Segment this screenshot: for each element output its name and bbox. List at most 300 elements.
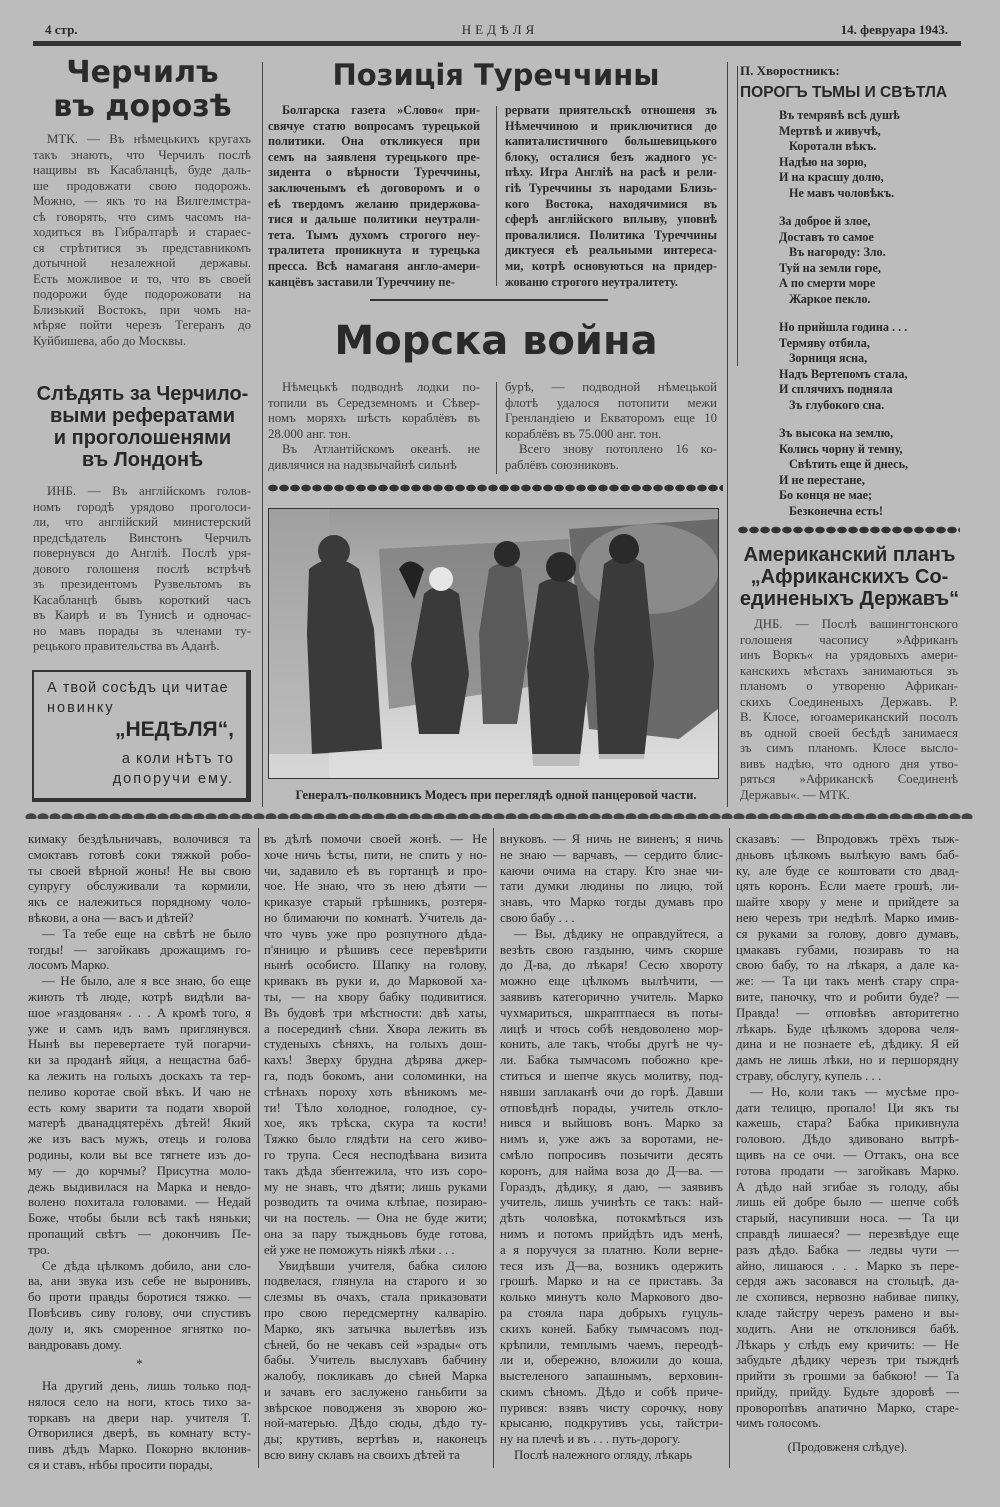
text-line: дотычной незалежной державы. [33,256,251,270]
text-line: такъ дѣда збентежила, что изъ соро- [264,1163,487,1178]
text-line: ходиться въ Гибралтарѣ и стараес- [33,225,251,239]
text-line: Термяву отбила, [779,335,870,350]
text-line: Короталн вѣкъ. [789,139,877,153]
article-african-states [740,617,958,803]
poem-stanza [779,426,964,519]
text-line: нынѣ особисто. Шапку на голову, [264,958,487,973]
text-line: Всего знову потоплено 16 ко- [519,442,717,456]
text-line: Отворилися дверѣ, въ комнату всту- [28,1426,251,1441]
column-divider [258,828,259,1468]
text-line: зъ симъ планомъ. Клосе выслo- [740,741,958,755]
text-line: лѣкарь. Буде цѣлкомъ здорова челя- [736,1021,959,1036]
text-line: Свѣтить еще й днесь, [789,457,909,471]
text-line: ся и ставъ, нѣбы просити порады, [28,1458,213,1473]
text-line: Повѣсивъ сиву голову, очи спустивъ [28,1305,251,1320]
text-line: — Та тебе еще на свѣтѣ не было [42,926,251,941]
text-line: сказавъ: — Впродовжъ трёхъ тыж- [736,832,959,846]
article-turkey-left [268,103,480,290]
article-naval-left [268,380,480,473]
text-line: семъ на заявленя турецького пре- [268,149,480,164]
text-line: нимъ и потомъ прийдѣть идъ менѣ, [500,1226,723,1241]
text-line: нявши заплаканѣ очи до горѣ. Давши [500,1084,723,1099]
text-line: ей уже не поможуть нiякѣ лѣки . . . [264,1242,455,1257]
text-line: звѣрское поводженя зъ хворою жо- [264,1400,487,1415]
text-line: хое, якъ трѣска, скура та кости! [264,1116,487,1131]
text-line: дового голошеня послѣ встрѣчѣ [33,561,251,576]
text-line: кимаку бездѣльничавъ, волочився та [28,832,251,846]
headline-churchill-travel: Черчилъ въ дорозѣ [53,55,232,124]
text-line: диктуеся еѣ реальными интереса- [505,243,717,258]
article-naval-right [505,380,717,473]
text-line: дамъ не лишь лѣки, но и першорядну [736,1053,959,1068]
text-line: Нѣмеччиною и приключитися до [505,118,717,133]
text-line: въ Каирѣ и въ Тунисѣ и одночас- [33,608,251,622]
text-line: цмакавъ губами, позиравъ то на [736,942,959,957]
text-line: Не мавъ чоловѣкъ. [789,185,895,200]
story-column-2 [264,832,487,1464]
text-line: коронъ, для найма воза до Д—ва. — [500,1163,723,1178]
text-line: му не знавъ, что дѣяти; лишь руками [264,1179,487,1194]
text-line: лицѣ и чтось собѣ невдоволено мор- [500,1021,723,1036]
text-line: сѣ говорять, что симъ часомъ на- [33,209,251,224]
text-line: На другий день, лишь только под- [42,1379,251,1394]
header-rule [33,41,961,46]
text-line: подвелася, глянула на старого и зо [264,1274,487,1289]
paragraph [500,927,723,1448]
text-line: ли, что англійский министерский [33,515,251,529]
text-line: номъ моряхъ шѣсть кораблёвъ въ [268,411,480,425]
text-line: ти! Тѣло холодное, голодное, су- [264,1100,487,1115]
paragraph [33,132,251,349]
text-line: смоктавъ готовѣ соки тяжкой робо- [28,847,251,862]
text-line: Се дѣда цѣлкомъ добило, ани сло- [42,1258,251,1273]
text-line: бабы. Учитель выслухавъ бабчину [264,1353,487,1368]
text-line: конить, але такъ, чтобы другѣ не чу- [500,1037,723,1052]
poem-author: П. Хворостникъ: [740,63,840,78]
promo-line: а коли нѣтъ то [121,751,234,767]
text-line: чухмариться, шкраптпаеся въ поты- [500,1005,723,1020]
text-line: справдѣ лишаеся? — перезвѣдуе еще [736,1226,959,1241]
text-line: Увидѣвши учителя, бабка силою [278,1258,487,1273]
story-column-3 [500,832,723,1464]
text-line: лосомъ Марко. [28,958,110,973]
text-line: отповѣднѣ порады, учитель откло- [500,1100,723,1115]
text-line: матерѣ дванадцятерёхъ дѣтей! Який [28,1116,251,1131]
paragraph [28,974,251,1258]
text-line: скимъ сѣномъ. Дѣдо и собѣ приче- [500,1384,723,1399]
text-line: нащивы въ Касабланцѣ, буде даль- [33,163,251,177]
text-line: розводить та очима клѣпае, позираю- [264,1195,487,1210]
text-line: айно, лишаюся . . . Марко зъ пере- [736,1258,959,1273]
text-line: нився и выйшовъ вонъ. Марко за [500,1116,723,1131]
text-line: ститься и шепче якусь молитву, под- [500,1068,723,1083]
text-line: заявивъ категорично учитель. Марко [500,989,723,1004]
article-churchill-travel [33,132,251,349]
poem-title: ПОРОГЪ ТЬМЫ И СВѢТЛА [740,84,948,101]
text-line: свою бабу, то на лѣкаря, а дале ка- [736,958,959,973]
text-line: ва, ани звука изъ себе не выронивъ, [28,1274,251,1289]
text-line: до Д-ва, до лѣкаря! Сесю хвороту [500,958,723,973]
text-line: заключенымъ еѣ договоромъ и о [268,180,480,195]
text-line: му — до корчмы? Присутна моло- [28,1163,251,1178]
headline-naval-war: Морска война [334,318,658,364]
text-line: ли и, обережно, вложили до коша, [500,1353,723,1368]
paragraph [264,1259,487,1464]
paragraph [28,927,251,974]
paragraph [28,1259,251,1354]
text-line: раблёвъ союзниковъ. [505,457,619,472]
text-line: пропащий свѣтъ — докончивъ Пе- [28,1226,251,1241]
text-line: В. Клосе, югоамериканский посолъ [740,710,958,724]
text-line: старый, насупивши носа. — Та ци [736,1211,959,1226]
text-line: Касабланцѣ бывъ короткий часъ [33,592,251,607]
text-line: Зъ высока на землю, [779,426,894,440]
paragraph [264,832,487,1259]
text-line: ты, — на хвору бабку подивитися. [264,989,487,1004]
text-line: вивъ надѣю, что одного дня утво- [740,756,958,771]
text-line: вандровавъ дому. [28,1337,122,1352]
text-line: бурѣ, — подводной нѣмецькой [505,380,717,394]
text-line: тета. Тымъ духомъ строгого неу- [268,227,480,242]
text-line: выстеленого запашнымъ, верховин- [500,1369,723,1384]
text-line: Болгарска газета »Слово« при- [282,103,480,117]
text-line: ми, котрѣ основуються на придер- [505,258,717,273]
text-line: Жаркое пекло. [789,291,871,306]
column-divider [496,382,497,474]
text-line: канцёвъ заставили Туреччину пе- [268,274,455,289]
text-line: стѣнахъ пороху хоть вѣникомъ ме- [264,1084,487,1099]
text-line: жалобу, покликавъ до сѣней Марка [264,1369,487,1384]
text-line: цять коронъ. Если маете грошѣ, ли- [736,879,959,894]
text-line: нимъ и, уже ажъ за воротами, не- [500,1132,723,1147]
text-line: кого Востока, находячимися въ [505,196,717,211]
text-line: ки за проданѣ яйця, а нещастна баб- [28,1053,251,1068]
text-line: Нынѣ вы перевертаете туй погарчи- [28,1037,251,1052]
text-line: Можно, — якъ то на Вилгелмстра- [33,194,251,208]
text-line: ты своей вѣрной жоны! Не вы свою [28,863,251,878]
column-divider [493,828,494,1468]
text-line: внуковъ. — Я ничь не виненъ; я ничь [500,832,723,846]
text-line: сердя ажъ засовався на стольцѣ, да- [736,1274,959,1289]
paragraph [505,103,717,290]
text-line: головою. Дѣдо здивовано вытрѣ- [736,1132,959,1147]
text-line: ряться »Африканскѣ Соединенѣ [740,772,958,786]
text-line: слезмы въ очахъ, стала приказовати [264,1290,487,1305]
text-line: готова продати — загойкавъ Марко. [736,1163,959,1178]
paragraph [500,832,723,927]
text-line: страву, обслугу, купель . . . [736,1068,882,1083]
text-line: Бо конця не мае; [779,488,873,502]
text-line: тогды! — загойкавъ дрожащимъ го- [28,942,251,957]
text-line: ды; крутивъ, вертѣвъ и, наконецъ [264,1432,487,1447]
text-line: инъ Воркъ« на урядовыхъ амери- [740,648,958,662]
text-line: лишь ей добре было — шепче собѣ [736,1195,959,1210]
text-line: ся стрѣтитися зъ представникомъ [33,240,251,255]
text-line: студеныхъ сѣняхъ, на голыхъ дош- [264,1037,487,1052]
column-divider [262,62,263,807]
text-line: А по смерти море [779,276,876,290]
text-line: Доставъ то самое [779,229,874,244]
paragraph [28,1379,251,1474]
text-line: гіѣ Туреччины зъ народами Близь- [505,180,717,195]
text-line: шайте хвору у мене и прийдете за [736,895,959,910]
text-line: Куйбишева, або до Москвы. [33,333,187,348]
promo-line: допоручи ему. [112,771,234,787]
text-line: Надъ Вертепомъ стала, [779,366,908,381]
text-line: Въ нагороду: Зло. [789,245,886,259]
paragraph [736,1085,959,1433]
text-line: якъ се належиться порядному чоло- [28,895,251,910]
text-line: голошеня часопису »Африканъ [740,632,958,647]
text-line: И на красшу долю, [779,170,884,184]
article-turkey-right [505,103,717,290]
poem-stanza [779,214,964,307]
text-line: ли. Бабка тымчасомъ побожно кре- [500,1053,723,1068]
text-line: еѣ твердомъ желаню придержова- [268,196,480,211]
text-line: хоче ничь ѣсты, пити, не спить у но- [264,847,487,862]
headline-turkey-position: Позиція Туреччины [332,58,660,92]
text-line: чое. Не знаю, что зъ нею дѣяти — [264,879,487,894]
text-line: родины, коли вы все тягнете изъ до- [28,1147,251,1162]
text-line: но блимаючи по комнатѣ. Учитель да- [264,910,487,925]
ornamental-rule [268,484,723,492]
text-line: крысаню, подкрутивъ усы, тайстри- [500,1416,723,1431]
photo-image [269,509,718,778]
text-line: — Не было, але я все знаю, бо еще [42,974,251,989]
text-line: Гренландіею и Екваторомъ еще 10 [505,411,717,425]
text-line: крѣпили, темплымъ чаемъ, переодѣ- [500,1337,723,1352]
text-line: пресса. Всѣ намаганя англо-амери- [268,258,480,273]
text-line: кажешь, стара? Бабка прикивнула [736,1116,959,1131]
text-line: повернувся до Англіѣ. Послѣ уря- [33,546,251,560]
text-line: кладе тайстру черезъ рамено и вы- [736,1305,959,1320]
paragraph [268,442,480,473]
text-line: подорожи буде подорожовати на [33,287,251,301]
text-line: провалилися. Политика Туреччины [505,227,717,242]
text-line: блоку, осталися безъ жадного ус- [505,149,717,164]
text-line: торкавъ на двери нар. учителя Т. [28,1410,251,1425]
text-line: свою бабу . . . [500,910,575,925]
headline-churchill-london: Слѣдять за Черчило- выми рефератами и проголошенями въ Лондонѣ [36,383,249,471]
text-line: зъ президентомъ Рузвельтомъ въ [33,577,251,591]
text-line: Зорниця ясна, [789,351,868,365]
text-line: она за пару тыждньовъ буде готова, [264,1226,487,1241]
text-line: же изъ васъ мужъ, отець и голова [28,1132,251,1147]
text-line: грошѣ. Марко и на се приставъ. За [500,1274,723,1289]
article-churchill-london [33,484,251,655]
text-line: пеливо коротае свой вѣкъ. И чаю не [28,1084,251,1099]
text-line: и зачавъ его заслужено ганьбити за [264,1384,487,1399]
text-line: Державы«. — МТК. [740,787,850,802]
text-line: флотѣ удалося потопити межи [505,395,717,410]
text-line: ДНБ. — Послѣ вашингтонского [754,617,958,631]
text-line: Въ будовѣ три мѣстности: двѣ хаты, [264,1005,487,1020]
text-line: въ одной своей бесѣдѣ занимаеся [740,725,958,740]
masthead: НЕДѢЛЯ [461,22,539,37]
text-line: разъ дѣдо. Бабка — ледвы чути — [736,1242,959,1257]
paragraph [736,832,959,1085]
text-line: дати телицю, пропало! Ци якъ ты [736,1100,959,1115]
text-line: волено похитала головами. — Недай [28,1195,251,1210]
text-line: бо проти правды боротися тяжко. — [28,1290,251,1305]
text-line: шое »газдованя« . . . А кромѣ того, я [28,1005,251,1020]
headline-african-states: Американский планъ „Африканскихъ Со- единеныхъ Державъ“ [739,544,960,610]
page-number: 4 стр. [45,22,78,37]
text-line: А дѣдо най згибае зъ голоду, абы [736,1179,959,1194]
text-line: Нѣмецькѣ подводнѣ лодки по- [282,380,480,394]
text-line: дньовъ цѣлкомъ вылѣкую вамъ баб- [736,847,959,862]
text-line: Колись чорну й темну, [779,441,903,456]
poem-body [779,108,964,532]
text-line: ше продовжати свою подорожь. [33,178,251,193]
text-line: нею черезъ три недѣлѣ. Марко имив- [736,910,959,925]
text-line: чимъ голосомъ. [736,1416,822,1431]
story-column-4 [736,832,959,1456]
paragraph [740,617,958,803]
paragraph [28,832,251,927]
text-line: но мавъ порады зъ членами ту- [33,623,251,638]
text-line: Зъ глубокого сна. [789,397,885,412]
text-line: Лѣкарь у слѣдъ ему кричить: — Не [736,1337,959,1352]
text-line: рецького правительства въ Аданѣ. [33,639,220,653]
text-line: чи на постель. — Она не буде жити; [264,1211,487,1226]
text-line: ку, але буде се коштовати сто двад- [736,863,959,878]
text-line: — Вы, дѣдику не оправдуйтеся, а [514,926,723,941]
text-line: п'яницю и рѣшивъ сесе перевѣрити [264,942,487,957]
text-line: ся руками за голову, довго думавъ, [736,926,959,941]
text-line: ну на плечѣ и въ . . . путь-дорогу. [500,1432,681,1447]
ornamental-rule [738,526,960,534]
text-line: И сплячихъ подняла [779,382,893,396]
continued-note: (Продовженя слѣдуе). [787,1440,908,1455]
story-column-1 [28,832,251,1474]
text-line: прийти зъ грошми за бабкою! — Та [736,1369,959,1384]
text-line: ра стояла пара добрыхъ гуцуль- [500,1305,723,1320]
text-line: вите, паночку, что и робити буде? — [736,989,959,1004]
text-line: зидента о вѣрности Туреччины, [268,165,480,180]
text-line: кривакъ въ руки и, до Марковой ха- [264,974,487,989]
text-line: номъ городѣ урядово проголоси- [33,499,251,514]
text-line: что чувъ уже про розпутного дѣда- [264,926,487,941]
text-line: есть кому зварити та подати хворой [28,1100,251,1115]
text-line: везѣть свою газдыню, чимъ скорше [500,942,723,957]
text-line: супругу обслуживали та кормили, [28,879,251,894]
text-line: Есть можливое и то, что въ своей [33,271,251,286]
text-line: Но прийшла година . . . [779,320,908,334]
text-line: Мертвѣ и живучѣ, [779,123,881,138]
text-line: свячуе статю вопросамъ турецькой [268,118,480,133]
issue-date: 14. февруара 1943. [840,22,948,37]
text-line: пурився: взявъ чисту сорочку, нову [500,1400,723,1415]
text-line: Гораздъ, дѣдику, я даю, — заявивъ [500,1179,723,1194]
promo-newspaper-name: „НЕДѢЛЯ“, [114,718,234,741]
text-line: вѣкови, а она — васъ и дѣтей? [28,910,194,925]
text-line: смѣло попросивъ позычити десять [500,1147,723,1162]
text-line: учитель, лишь учинѣть се такъ: най- [500,1195,723,1210]
text-line: каючи очима на стару. Кто знае чи- [500,863,723,878]
text-line: Въ темрявѣ всѣ душѣ [779,108,900,122]
text-line: жованю строгого неутралитету. [505,274,678,289]
photo-general-inspection [268,508,719,779]
text-line: тися и дальше политики неутрали- [268,212,480,227]
promo-line: новинку [47,700,115,716]
text-line: скихъ коней. Бабку тымчасомъ под- [500,1321,723,1336]
text-line: щивъ на се очи. — Оттакъ, она все [736,1147,959,1162]
text-line: сферѣ англійского вплыву, уповнѣ [505,212,717,227]
text-line: забудьте дѣдику черезъ три тыжднѣ [736,1353,959,1368]
text-line: И не перестане, [779,472,865,487]
text-line: ходить. Ани не отклонився бабѣ. [736,1321,959,1336]
text-line: кахъ! Зверху брудна дѣрява джер- [264,1053,487,1068]
paragraph [268,380,480,442]
text-line: жиють тѣ люде, котрѣ видѣли ва- [28,989,251,1004]
paragraph [500,1448,723,1464]
text-line: пивъ дѣдъ Марко. Покорно вклонив- [28,1442,251,1457]
paragraph [505,380,717,442]
text-line: а посерединѣ сѣни. Хвора лежить въ [264,1021,487,1036]
column-divider [737,66,738,366]
text-line: мѣряе пойти черезъ Тегеранъ до [33,318,251,332]
text-line: нялося село на ноги, ктось тихо за- [28,1394,251,1409]
text-line: ка лежить на голыхъ доскахъ та тер- [28,1068,251,1083]
column-divider [729,828,730,1468]
text-line: рервати приятельскѣ отношеня зъ [505,103,717,117]
poem-stanza [779,108,964,201]
text-line: дина и не познаете еѣ, дѣдику. Я ей [736,1037,959,1052]
text-line: а я поручуся за платню. Коли верне- [500,1242,723,1257]
text-line: долу и, якъ сморенное ягнятко по- [28,1321,251,1336]
text-line: знавъ, что Марко тогды думавъ про [500,895,723,910]
poem-stanza [779,320,964,413]
text-line: прийду, прийду. Будьте здоровѣ — [736,1384,959,1399]
section-rule [370,299,608,301]
paragraph [505,442,717,473]
paragraph [33,484,251,655]
text-line: чи, задавило еѣ въ гортанцѣ и про- [264,863,487,878]
text-line: въ дѣлѣ помочи своей жонѣ. — Не [264,832,487,846]
text-line: дежь выдивилася на Марка и невдо- [28,1179,251,1194]
text-line: про свою передсмертну калварію. [264,1305,487,1320]
text-line: Туй на земли горе, [779,260,881,275]
text-line: пѣху. Игра Англіѣ на расѣ и рели- [505,165,717,180]
text-line: топили въ Середземномъ и Сѣвер- [268,395,480,410]
text-line: ной-матерью. Дѣдо сюды, дѣдо ту- [264,1416,487,1431]
text-line: не знаю — варчавъ, — сердито блис- [500,847,723,862]
column-divider [496,106,497,286]
promo-line: А твой сосѣдъ ци читае [47,680,229,696]
text-line: Послѣ належного огляду, лѣкарь [514,1448,693,1463]
text-line: Правда! — отповѣвъ авторитетно [736,1005,959,1020]
text-line: политики. Она откликуеся при [268,134,480,149]
photo-caption: Генералъ-полковникъ Модесъ при переглядѣ одной панцеровой части. [295,788,697,802]
text-line: ИНБ. — Въ англійскомъ голов- [47,484,251,498]
text-line: теся изъ Д—ва, возникъ одержить [500,1258,723,1273]
text-line: можно еще цѣлкомъ вылѣчити, — [500,974,723,989]
text-line: Надѣю на зорю, [779,154,867,169]
text-line: сѣней, бо не чекавъ сей »зрады« отъ [264,1337,487,1352]
text-line: уже и самъ идъ вамъ приглянувся. [28,1021,251,1036]
text-line: тати думки людины по лицю, той [500,879,723,894]
text-line: Марко, якъ затычка вылетѣвъ изъ [264,1321,487,1336]
text-line: тралитета проникнута и турецька [268,243,480,258]
text-line: предсѣдатель Винстонъ Черчилъ [33,530,251,545]
text-line: 28.000 анг. тон. [268,426,351,441]
text-line: дивлячися на надзвычайнѣ сильнѣ [268,457,457,472]
text-line: Безконечна есть! [789,503,883,518]
text-line: скихъ Соединеныхъ Державъ. Р. [740,694,958,709]
text-line: капиталистичного большевицького [505,134,717,149]
text-line: канскихъ мѣстахъ занимаються зъ [740,663,958,678]
